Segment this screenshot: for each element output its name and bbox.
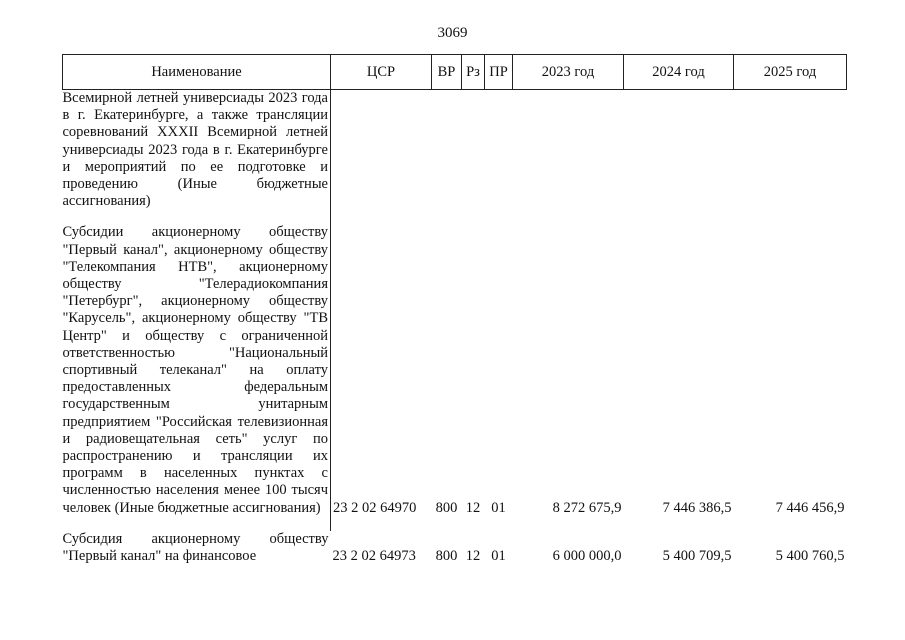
row-2025: 7 446 456,9 bbox=[775, 499, 845, 516]
row-spacer bbox=[63, 210, 847, 224]
table-header bbox=[63, 55, 847, 90]
row-vr bbox=[432, 90, 462, 211]
row-spacer bbox=[63, 517, 847, 531]
row-2025 bbox=[734, 90, 847, 211]
spacer-cell bbox=[63, 210, 331, 224]
row-name: Всемирной летней универсиады 2023 года в г. Екатеринбурге, а также трансляции соревнований XXXII Всемирной летней универсиады 2023 года в г. Екатеринбурге и мероприятий по ее подготовке и проведению (Иные бюджетные ассигнования) bbox=[63, 90, 331, 211]
header-csr: ЦСР bbox=[331, 55, 432, 90]
row-csr: 23 2 02 64970 bbox=[333, 499, 417, 516]
table-row bbox=[63, 90, 847, 211]
row-2023: 6 000 000,0 bbox=[552, 548, 622, 565]
row-2024: 5 400 709,5 bbox=[662, 548, 732, 565]
row-pr bbox=[485, 90, 513, 211]
header-row bbox=[63, 55, 847, 90]
row-pr: 01 bbox=[491, 499, 506, 516]
row-2023 bbox=[513, 90, 624, 211]
row-2025: 5 400 760,5 bbox=[775, 548, 845, 565]
row-2023: 8 272 675,9 bbox=[552, 499, 622, 516]
row-2024 bbox=[624, 90, 734, 211]
row-rz bbox=[462, 90, 485, 211]
row-rz: 12 bbox=[465, 548, 481, 565]
row-name: Субсидии акционерному обществу "Первый канал", акционерному обществу "Телекомпания НТВ", акционерному обществу "Телерадиокомпания "Петербург", акционерному обществу "Карусель", акционерному обществу "ТВ Центр" и обществу с ограниченной ответственностью "Национальный спортивный телеканал" на оплату предоставленных федеральным государственным унитарным предприятием "Российская телевизионная и радиовещательная сеть" услуг по распространению и трансляции их программ в населенных пунктах с численностью населения менее 100 тысяч человек (Иные бюджетные ассигнования) bbox=[63, 224, 331, 516]
row-csr: 23 2 02 64973 bbox=[332, 548, 416, 565]
table-row bbox=[63, 224, 847, 516]
budget-table bbox=[62, 54, 847, 565]
header-2024: 2024 год bbox=[624, 55, 734, 90]
spacer-cell bbox=[63, 517, 331, 531]
row-rz: 12 bbox=[465, 499, 481, 516]
header-name: Наименование bbox=[63, 55, 331, 90]
row-vr: 800 bbox=[435, 499, 458, 516]
row-vr: 800 bbox=[435, 548, 458, 565]
row-csr bbox=[331, 90, 432, 211]
row-name: Субсидия акционерному обществу "Первый канал" на финансовое bbox=[62, 530, 329, 565]
row-pr: 01 bbox=[491, 548, 506, 565]
table-row bbox=[63, 531, 847, 565]
header-vr: ВР bbox=[432, 55, 462, 90]
row-2024: 7 446 386,5 bbox=[662, 499, 732, 516]
header-pr: ПР bbox=[485, 55, 513, 90]
header-2023: 2023 год bbox=[513, 55, 624, 90]
table-body bbox=[63, 90, 847, 566]
page-number: 3069 bbox=[437, 25, 468, 41]
header-rz: Рз bbox=[462, 55, 485, 90]
header-2025: 2025 год bbox=[734, 55, 847, 90]
